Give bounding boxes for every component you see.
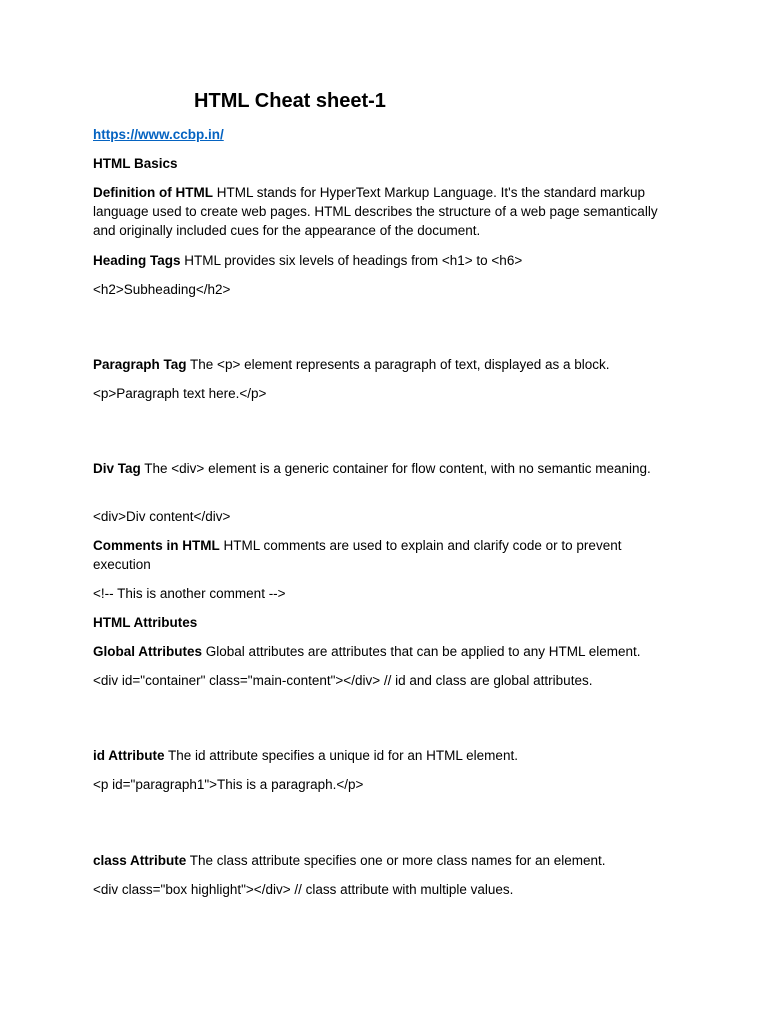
document-title: HTML Cheat sheet-1 [194,90,386,112]
div-tag-paragraph [93,459,673,478]
comments-term: Comments in HTML [93,538,220,553]
ccbp-link-line [93,125,673,144]
id-attribute-term: id Attribute [93,748,165,763]
paragraph-tag-text: The <p> element represents a paragraph of text, displayed as a block. [190,357,610,372]
heading-tags-text: HTML provides six levels of headings from <h1> to <h6> [184,253,523,268]
definition-paragraph [93,183,673,240]
ccbp-link[interactable]: https://www.ccbp.in/ [93,127,224,142]
heading-tags-term: Heading Tags [93,253,181,268]
comments-text: HTML comments are used to explain and clarify code or to prevent execution [93,538,622,572]
heading-tags-paragraph [93,251,673,270]
paragraph-tag-paragraph [93,355,673,374]
global-attributes-code: <div id="container" class="main-content"></div> // id and class are global attributes. [93,673,593,688]
comments-paragraph [93,536,673,574]
class-attribute-code: <div class="box highlight"></div> // class attribute with multiple values. [93,882,514,897]
section-heading-attributes: HTML Attributes [93,615,198,630]
div-tag-code: <div>Div content</div> [93,509,231,524]
heading-tags-code: <h2>Subheading</h2> [93,282,231,297]
id-attribute-code: <p id="paragraph1">This is a paragraph.</p> [93,777,364,792]
class-attribute-text: The class attribute specifies one or more class names for an element. [189,853,606,868]
global-attributes-paragraph [93,642,673,661]
div-tag-term: Div Tag [93,461,141,476]
definition-text: HTML stands for HyperText Markup Language. It's the standard markup language used to create web pages. HTML describes the structure of a web page semantically and originally included cues for the appearance of the document. [93,185,658,238]
class-attribute-term: class Attribute [93,853,187,868]
global-attributes-term: Global Attributes [93,644,203,659]
id-attribute-paragraph [93,746,673,765]
div-tag-text: The <div> element is a generic container for flow content, with no semantic meaning. [144,461,651,476]
global-attributes-text: Global attributes are attributes that can be applied to any HTML element. [205,644,641,659]
class-attribute-paragraph [93,851,673,870]
id-attribute-text: The id attribute specifies a unique id for an HTML element. [168,748,518,763]
paragraph-tag-code: <p>Paragraph text here.</p> [93,386,267,401]
definition-term: Definition of HTML [93,185,213,200]
section-heading-basics: HTML Basics [93,156,178,171]
paragraph-tag-term: Paragraph Tag [93,357,187,372]
comments-code: <!-- This is another comment --> [93,586,286,601]
